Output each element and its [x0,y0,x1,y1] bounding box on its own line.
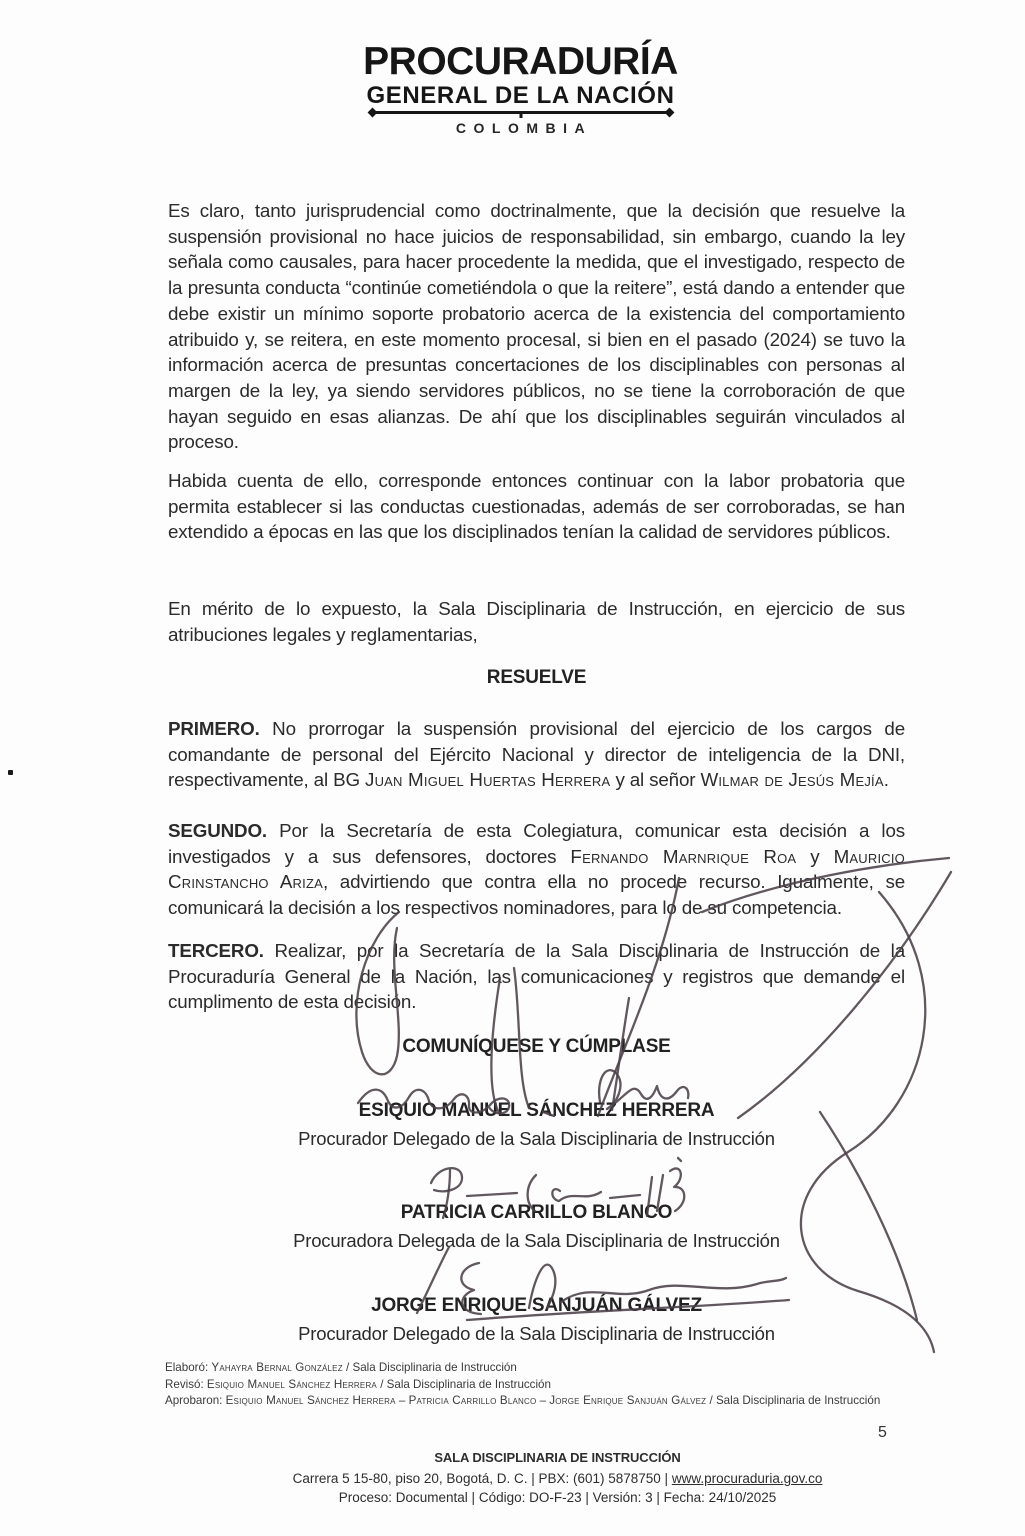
trace-elaboro [165,1360,925,1377]
paragraph-2: Habida cuenta de ello, corresponde entonces continuar con la labor probatoria que permita establecer si las conductas cuestionadas, además de ser corroboradas, se han extendido a épocas en las que los disciplinados tenían la calidad de servidores públicos. [168,470,905,543]
footer-process-line: Proceso: Documental | Código: DO-F-23 | Versión: 3 | Fecha: 24/10/2025 [338,1490,777,1505]
paragraph-primero [168,716,905,793]
segundo-lead: SEGUNDO. [168,820,267,841]
trace-reviso-label: Revisó: [165,1377,207,1391]
footer-title: SALA DISCIPLINARIA DE INSTRUCCIÓN [434,1450,681,1465]
logo-country: COLOMBIA [455,120,593,136]
primero-text-3: . [883,769,889,791]
trace-reviso [165,1377,925,1394]
primero-name-mejia: Wilmar de Jesús Mejía [700,769,884,791]
footer-website-link: www.procuraduria.gov.co [671,1471,823,1486]
trace-aprobaron [165,1393,925,1410]
document-trace-block [165,1360,925,1410]
paragraph-segundo [168,818,905,921]
trace-elaboro-name: Yahayra Bernal González [211,1361,343,1374]
segundo-text-3: , advirtiendo que contra ella no procede recurso. Igualmente, se comunicará la decisión a los respectivos nominadores, para lo de su competencia. [168,871,905,919]
page-number: 5 [878,1424,887,1441]
paragraph-3: En mérito de lo expuesto, la Sala Disciplinaria de Instrucción, en ejercicio de sus atribuciones legales y reglamentarias, [168,598,905,645]
segundo-name-ariza: Mauricio Crinstancho Ariza [168,845,905,893]
primero-text-1: No prorrogar la suspensión provisional del ejercicio de los cargos de comandante de personal del Ejército Nacional y director de inteligencia de la DNI, respectivamente, al BG [168,718,905,791]
signatory-1-role: Procurador Delegado de la Sala Disciplinaria de Instrucción [298,1128,775,1149]
trace-aprobaron-label: Aprobaron: [165,1394,226,1408]
trace-reviso-name: Esiquio Manuel Sánchez Herrera [206,1377,377,1391]
logo-subtitle: GENERAL DE LA NACIÓN [366,82,675,109]
tercero-text-1: Realizar, por la Secretaría de la Sala Disciplinaria de Instrucción de la Procuraduría General de la Nación, las comunicaciones y registros que demande el cumplimento de esta decisión. [168,940,905,1013]
trace-aprobaron-sep-1: – [395,1394,409,1408]
primero-lead: PRIMERO. [168,718,260,739]
footer-address-text: Carrera 5 15-80, piso 20, Bogotá, D. C. | PBX: (601) 5878750 | [292,1471,672,1486]
footer-address [95,1471,1020,1486]
segundo-text-1: Por la Secretaría de esta Colegiatura, comunicar esta decisión a los investigados y a sus defensores, doctores [168,820,905,867]
primero-text-2: y al señor [610,769,701,791]
signatory-3-role: Procurador Delegado de la Sala Disciplinaria de Instrucción [298,1323,775,1344]
trace-elaboro-suffix: / Sala Disciplinaria de Instrucción [342,1361,517,1374]
scan-artifact-dot [8,770,13,775]
trace-aprobaron-name-3: Jorge Enrique Sanjuán Gálvez [549,1394,707,1408]
trace-aprobaron-name-2: Patricia Carrillo Blanco [408,1394,537,1408]
trace-elaboro-label: Elaboró: [165,1361,212,1374]
logo-title: PROCURADURÍA [363,40,678,83]
tercero-lead: TERCERO. [168,940,264,961]
trace-aprobaron-sep-2: – [536,1394,550,1408]
trace-reviso-suffix: / Sala Disciplinaria de Instrucción [376,1377,551,1391]
signatory-2-name: PATRICIA CARRILLO BLANCO [400,1202,673,1223]
pgn-logo [8,42,1025,135]
order-heading: COMUNÍQUESE Y CÚMPLASE [402,1036,671,1057]
page-footer [95,1450,1020,1505]
trace-aprobaron-suffix: / Sala Disciplinaria de Instrucción [706,1394,881,1408]
trace-aprobaron-name-1: Esiquio Manuel Sánchez Herrera [225,1394,396,1408]
logo-rule [372,111,670,114]
signatory-3-name: JORGE ENRIQUE SANJUÁN GÁLVEZ [371,1295,702,1316]
primero-name-huertas: Juan Miguel Huertas Herrera [364,769,611,791]
segundo-name-roa: Fernando Marnrique Roa [570,845,797,867]
signatory-1-name: ESIQUIO MANUEL SÁNCHEZ HERRERA [358,1100,715,1121]
paragraph-tercero [168,938,905,1015]
segundo-text-2: y [796,845,834,867]
resuelve-heading: RESUELVE [486,667,587,688]
paragraph-1: Es claro, tanto jurisprudencial como doctrinalmente, que la decisión que resuelve la suspensión provisional no hace juicios de responsabilidad, sin embargo, cuando la ley señala como causales, para hacer procedente la medida, que el investigado, respecto de la presunta conducta “continúe cometiéndola o que la reitere”, está dando a entender que debe existir un mínimo soporte probatorio acerca de la existencia del comportamiento atribuido y, se reitera, en este momento procesal, si bien en el pasado (2024) se tuvo la información acerca de presuntas concertaciones de los disciplinables con personas al margen de la ley, ya siendo servidores públicos, no se tiene la corroboración de que hayan seguido en esas alianzas. De ahí que los disciplinables seguirán vinculados al proceso. [168,200,905,453]
signatory-2-role: Procuradora Delegada de la Sala Disciplinaria de Instrucción [293,1230,780,1251]
